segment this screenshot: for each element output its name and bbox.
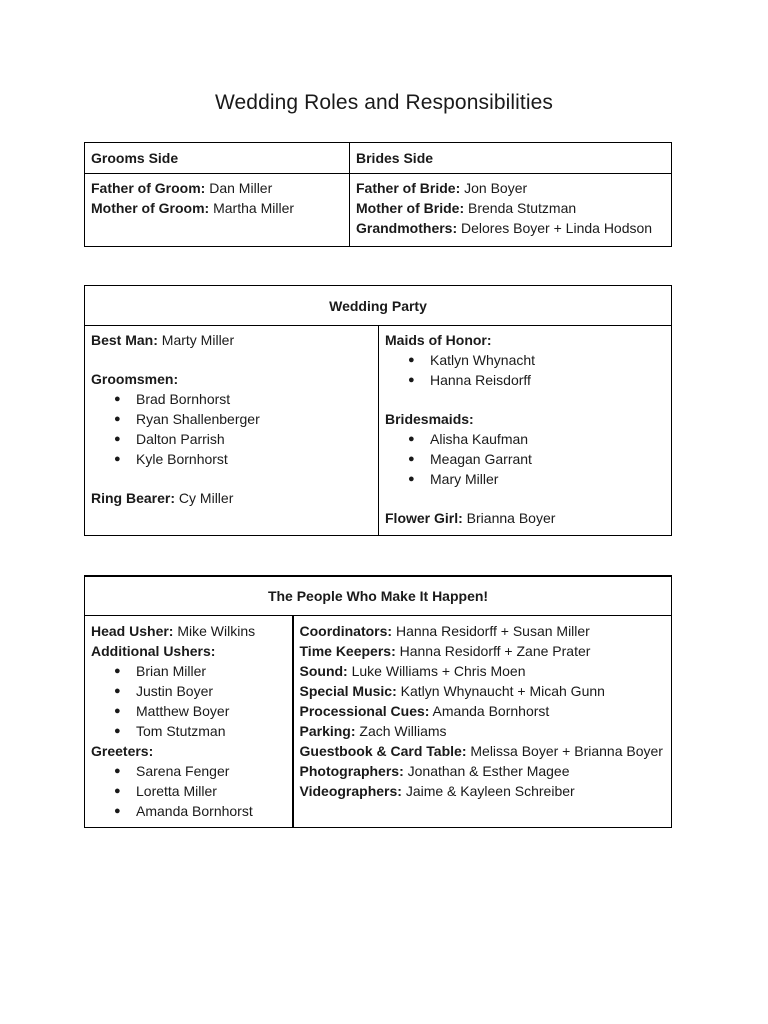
family-table bbox=[84, 142, 672, 247]
list-item: ● Brian Miller bbox=[136, 661, 286, 681]
videographers: Videographers: Jaime & Kayleen Schreiber bbox=[299, 783, 575, 799]
list-item: ● Mary Miller bbox=[430, 469, 665, 489]
roles-cell bbox=[293, 616, 672, 828]
people-header: The People Who Make It Happen! bbox=[85, 576, 672, 616]
list-item: ● Katlyn Whynacht bbox=[430, 350, 665, 370]
father-of-groom: Father of Groom: Dan Miller bbox=[91, 180, 273, 196]
grooms-side-cell bbox=[85, 174, 350, 247]
groomsmen-list bbox=[91, 389, 372, 469]
greeters-label: Greeters: bbox=[91, 743, 154, 759]
maids-list bbox=[385, 350, 665, 390]
bride-party-cell bbox=[379, 326, 672, 536]
head-usher: Head Usher: Mike Wilkins bbox=[91, 623, 256, 639]
ushers-list bbox=[91, 661, 286, 741]
wedding-party-table bbox=[84, 285, 672, 536]
wedding-party-header: Wedding Party bbox=[85, 286, 672, 326]
grandmothers: Grandmothers: Delores Boyer + Linda Hodson bbox=[356, 220, 653, 236]
bridesmaids-label: Bridesmaids: bbox=[385, 411, 474, 427]
brides-side-cell bbox=[350, 174, 672, 247]
list-item: ● Justin Boyer bbox=[136, 681, 286, 701]
list-item: ● Hanna Reisdorff bbox=[430, 370, 665, 390]
coordinators: Coordinators: Hanna Residorff + Susan Miller bbox=[299, 623, 590, 639]
list-item: ● Amanda Bornhorst bbox=[136, 801, 286, 821]
list-item: ● Dalton Parrish bbox=[136, 429, 372, 449]
list-item: ● Kyle Bornhorst bbox=[136, 449, 372, 469]
groom-party-cell bbox=[85, 326, 379, 536]
bridesmaids-list bbox=[385, 429, 665, 489]
parking: Parking: Zach Williams bbox=[299, 723, 447, 739]
list-item: ● Brad Bornhorst bbox=[136, 389, 372, 409]
photographers: Photographers: Jonathan & Esther Magee bbox=[299, 763, 570, 779]
guestbook-card-table: Guestbook & Card Table: Melissa Boyer + Brianna Boyer bbox=[299, 743, 663, 759]
groomsmen-label: Groomsmen: bbox=[91, 371, 179, 387]
mother-of-bride: Mother of Bride: Brenda Stutzman bbox=[356, 200, 577, 216]
list-item: ● Matthew Boyer bbox=[136, 701, 286, 721]
page-title: Wedding Roles and Responsibilities bbox=[214, 91, 554, 114]
flower-girl: Flower Girl: Brianna Boyer bbox=[385, 510, 556, 526]
ring-bearer: Ring Bearer: Cy Miller bbox=[91, 490, 234, 506]
list-item: ● Meagan Garrant bbox=[430, 449, 665, 469]
list-item: ● Ryan Shallenberger bbox=[136, 409, 372, 429]
greeters-list bbox=[91, 761, 286, 821]
brides-side-header: Brides Side bbox=[350, 143, 672, 174]
list-item: ● Loretta Miller bbox=[136, 781, 286, 801]
best-man: Best Man: Marty Miller bbox=[91, 332, 235, 348]
people-table bbox=[84, 575, 672, 828]
special-music: Special Music: Katlyn Whynaucht + Micah Gunn bbox=[299, 683, 605, 699]
list-item: ● Sarena Fenger bbox=[136, 761, 286, 781]
list-item: ● Tom Stutzman bbox=[136, 721, 286, 741]
grooms-side-header: Grooms Side bbox=[85, 143, 350, 174]
maids-label: Maids of Honor: bbox=[385, 332, 492, 348]
processional-cues: Processional Cues: Amanda Bornhorst bbox=[299, 703, 550, 719]
sound: Sound: Luke Williams + Chris Moen bbox=[299, 663, 526, 679]
time-keepers: Time Keepers: Hanna Residorff + Zane Prater bbox=[299, 643, 591, 659]
father-of-bride: Father of Bride: Jon Boyer bbox=[356, 180, 528, 196]
ushers-label: Additional Ushers: bbox=[91, 643, 216, 659]
list-item: ● Alisha Kaufman bbox=[430, 429, 665, 449]
ushers-cell bbox=[85, 616, 293, 828]
mother-of-groom: Mother of Groom: Martha Miller bbox=[91, 200, 295, 216]
